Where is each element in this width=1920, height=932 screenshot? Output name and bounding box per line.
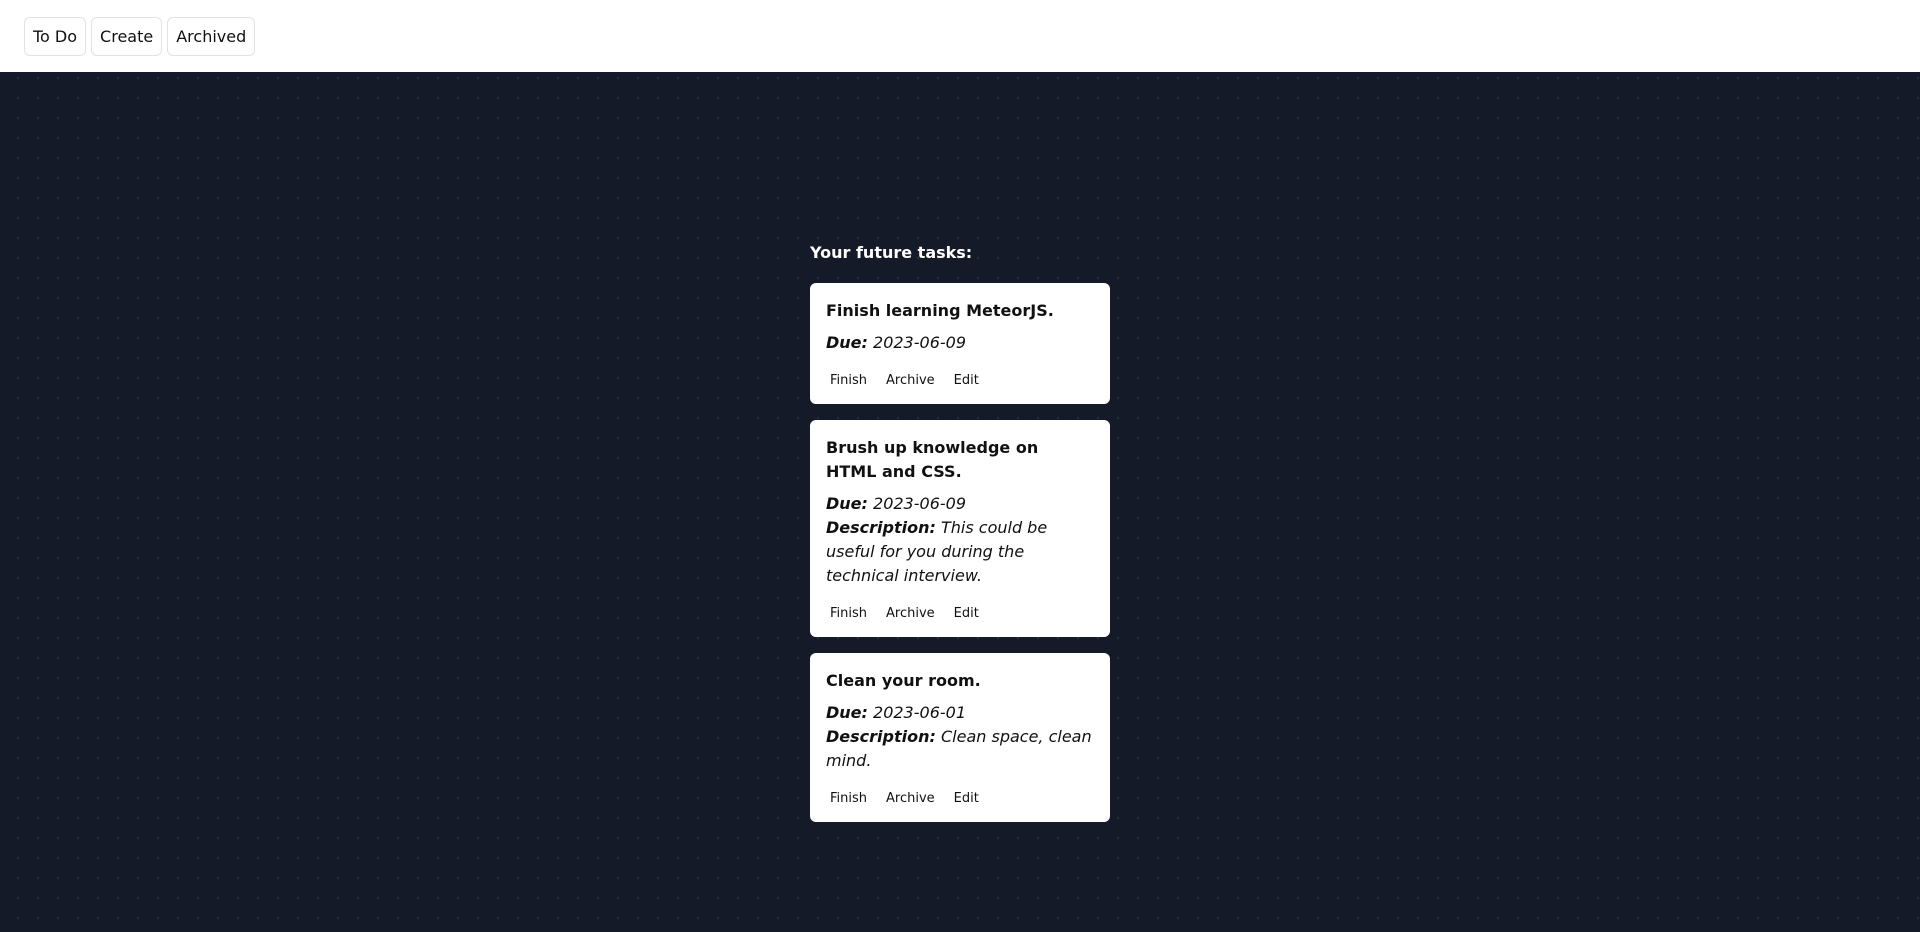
description-label: Description:	[826, 518, 936, 537]
task-actions	[826, 367, 1094, 394]
due-value: 2023-06-09	[873, 494, 966, 513]
task-list-heading: Your future tasks:	[810, 243, 973, 262]
task-description	[826, 516, 1094, 588]
edit-button[interactable]: Edit	[950, 785, 983, 812]
due-label: Due:	[826, 703, 868, 722]
description-label: Description:	[826, 727, 936, 746]
task-due	[826, 492, 1094, 516]
edit-button[interactable]: Edit	[950, 600, 983, 627]
description-value: This could be useful for you during the technical interview.	[826, 518, 1048, 585]
due-label: Due:	[826, 494, 868, 513]
top-nav-bar	[0, 0, 1920, 72]
description-value: Clean space, clean mind.	[826, 727, 1092, 770]
edit-button[interactable]: Edit	[950, 367, 983, 394]
archive-button[interactable]: Archive	[882, 785, 939, 812]
task-card	[810, 653, 1110, 822]
finish-button[interactable]: Finish	[826, 367, 871, 394]
nav-create-button[interactable]: Create	[91, 17, 162, 56]
archive-button[interactable]: Archive	[882, 367, 939, 394]
due-value: 2023-06-01	[873, 703, 966, 722]
task-due	[826, 701, 1094, 725]
task-card	[810, 420, 1110, 637]
due-label: Due:	[826, 333, 868, 352]
archive-button[interactable]: Archive	[882, 600, 939, 627]
task-title: Brush up knowledge on HTML and CSS.	[826, 438, 1039, 481]
task-title: Clean your room.	[826, 671, 981, 690]
finish-button[interactable]: Finish	[826, 785, 871, 812]
task-actions	[826, 600, 1094, 627]
nav-archived-button[interactable]: Archived	[167, 17, 255, 56]
task-actions	[826, 785, 1094, 812]
task-title: Finish learning MeteorJS.	[826, 301, 1054, 320]
due-value: 2023-06-09	[873, 333, 966, 352]
task-list-section	[810, 240, 1110, 838]
nav-todo-button[interactable]: To Do	[24, 17, 86, 56]
task-due	[826, 331, 1094, 355]
task-card	[810, 283, 1110, 404]
finish-button[interactable]: Finish	[826, 600, 871, 627]
task-description	[826, 725, 1094, 773]
